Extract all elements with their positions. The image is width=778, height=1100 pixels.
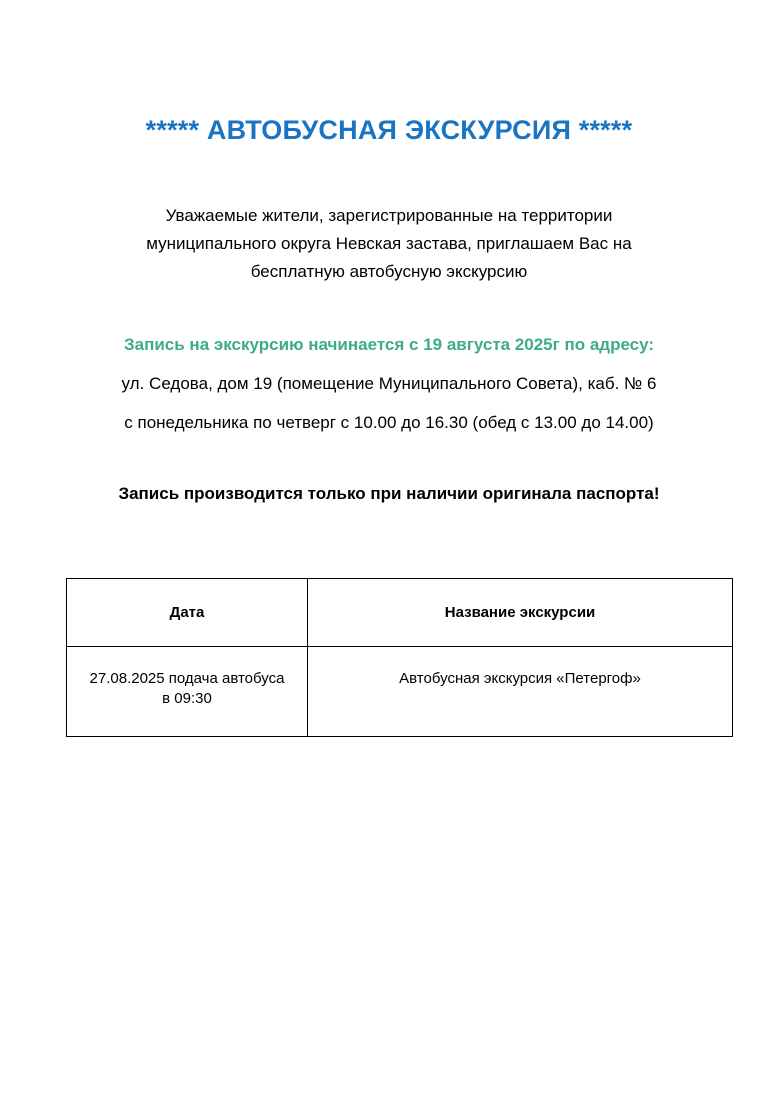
intro-line: Уважаемые жители, зарегистрированные на территории [165, 206, 613, 225]
table-row [67, 647, 733, 737]
intro-line: муниципального округа Невская застава, приглашаем Вас на [146, 234, 632, 253]
cell-excursion-name: Автобусная экскурсия «Петергоф» [308, 647, 733, 737]
intro-line: бесплатную автобусную экскурсию [250, 262, 528, 281]
table-header-row [67, 579, 733, 647]
registration-hours: с понедельника по четверг с 10.00 до 16.30 (обед с 13.00 до 14.00) [124, 413, 654, 432]
cell-date-line: 27.08.2025 подача автобуса [89, 670, 285, 687]
excursion-table [66, 578, 733, 737]
cell-date-line: в 09:30 [162, 690, 212, 707]
registration-heading: Запись на экскурсию начинается с 19 августа 2025г по адресу: [123, 335, 655, 354]
header-excursion-name: Название экскурсии [308, 579, 733, 647]
page-title: ***** АВТОБУСНАЯ ЭКСКУРСИЯ ***** [145, 115, 633, 145]
intro-paragraph [0, 202, 778, 286]
passport-note: Запись производится только при наличии оригинала паспорта! [118, 484, 660, 503]
cell-date [67, 647, 308, 737]
header-date: Дата [67, 579, 308, 647]
registration-address: ул. Седова, дом 19 (помещение Муниципального Совета), каб. № 6 [121, 374, 657, 393]
